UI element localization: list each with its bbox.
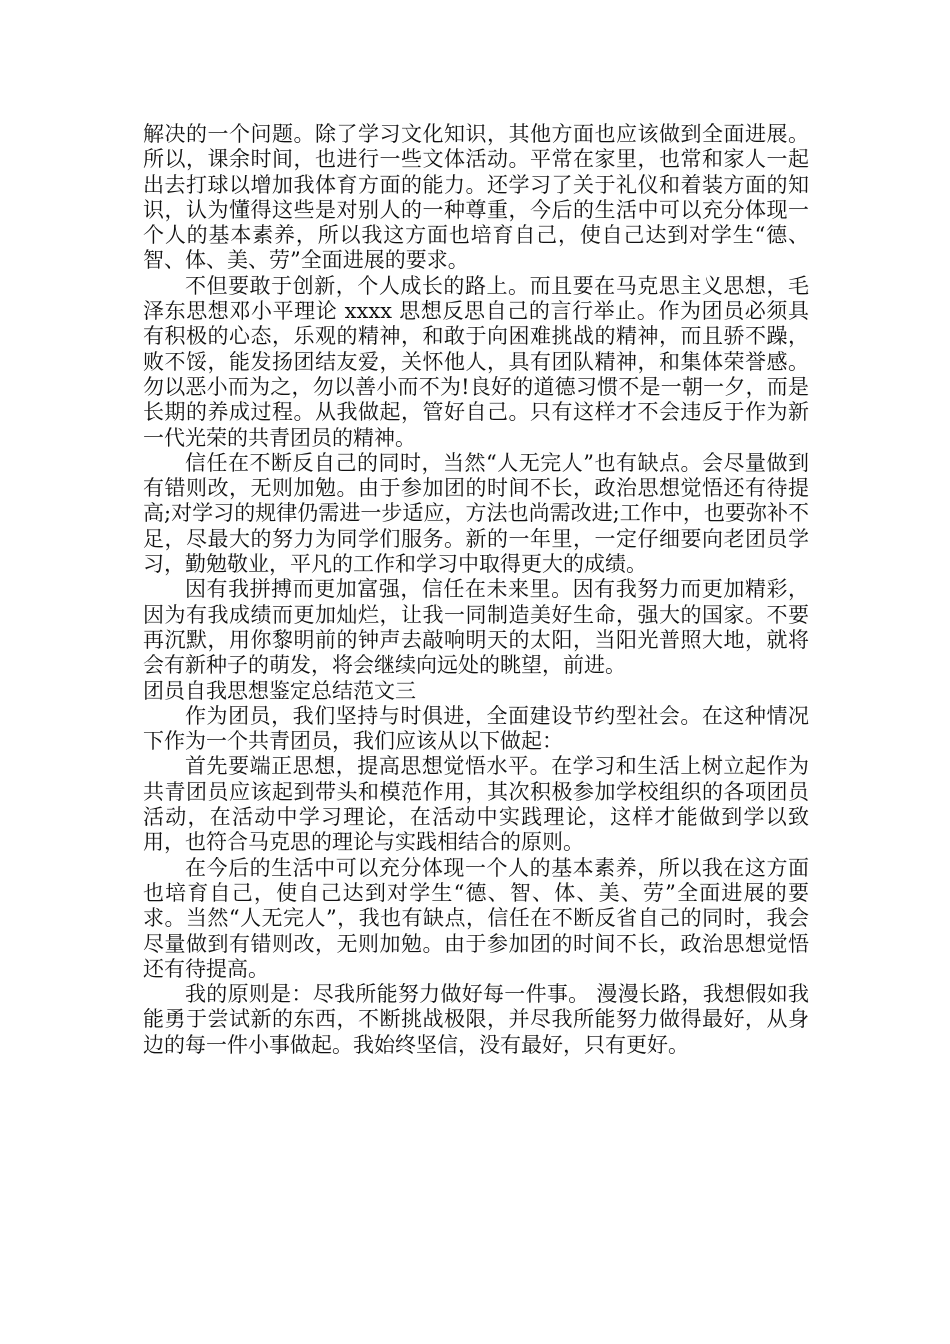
paragraph-4: 因有我拼搏而更加富强，信任在未来里。因有我努力而更加精彩，因为有我成绩而更加灿烂，让我一同制造美好生命，强大的国家。不要再沉默，用你黎明前的钟声去敲响明天的太阳，当阳光普照大地，就将会有新种子的萌发，将会继续向远处的眺望，前进。: [143, 577, 809, 678]
paragraph-3: 信任在不断反自己的同时，当然“人无完人”也有缺点。会尽量做到有错则改，无则加勉。由于参加团的时间不长，政治思想觉悟还有待提高;对学习的规律仍需进一步适应，方法也尚需改进;工作中，也要弥补不足，尽最大的努力为同学们服务。新的一年里，一定仔细要向老团员学习，勤勉敬业，平凡的工作和学习中取得更大的成绩。: [143, 450, 809, 577]
paragraph-8: 我的原则是：尽我所能努力做好每一件事。 漫漫长路，我想假如我能勇于尝试新的东西，不断挑战极限，并尽我所能努力做得最好，从身边的每一件小事做起。我始终坚信，没有最好，只有更好。: [143, 982, 809, 1057]
paragraph-5: 作为团员，我们坚持与时俱进，全面建设节约型社会。在这种情况下作为一个共青团员，我们应该从以下做起：: [143, 703, 809, 754]
paragraph-1: 解决的一个问题。除了学习文化知识，其他方面也应该做到全面进展。所以，课余时间，也进行一些文体活动。平常在家里，也常和家人一起出去打球以增加我体育方面的能力。还学习了关于礼仪和着装方面的知识，认为懂得这些是对别人的一种尊重，今后的生活中可以充分体现一个人的基本素养，所以我这方面也培育自己，使自己达到对学生“德、智、体、美、劳”全面进展的要求。: [143, 122, 809, 273]
section-heading: 团员自我思想鉴定总结范文三: [143, 678, 416, 703]
paragraph-7: 在今后的生活中可以充分体现一个人的基本素养，所以我在这方面也培育自己，使自己达到对学生“德、智、体、美、劳”全面进展的要求。当然“人无完人”，我也有缺点，信任在不断反省自己的同时，我会尽量做到有错则改，无则加勉。由于参加团的时间不长，政治思想觉悟还有待提高。: [143, 855, 809, 981]
document-body: [143, 122, 809, 1058]
paragraph-2: 不但要敢于创新，个人成长的路上。而且要在马克思主义思想，毛泽东思想邓小平理论 xxxx 思想反思自己的言行举止。作为团员必须具有积极的心态，乐观的精神，和敢于向困难挑战的精神，而且骄不躁，败不馁，能发扬团结友爱，关怀他人，具有团队精神，和集体荣誉感。勿以恶小而为之，勿以善小而不为!良好的道德习惯不是一朝一夕，而是长期的养成过程。从我做起，管好自己。只有这样才不会违反于作为新一代光荣的共青团员的精神。: [143, 273, 809, 450]
paragraph-6: 首先要端正思想，提高思想觉悟水平。在学习和生活上树立起作为共青团员应该起到带头和模范作用，其次积极参加学校组织的各项团员活动，在活动中学习理论，在活动中实践理论，这样才能做到学以致用，也符合马克思的理论与实践相结合的原则。: [143, 754, 809, 855]
